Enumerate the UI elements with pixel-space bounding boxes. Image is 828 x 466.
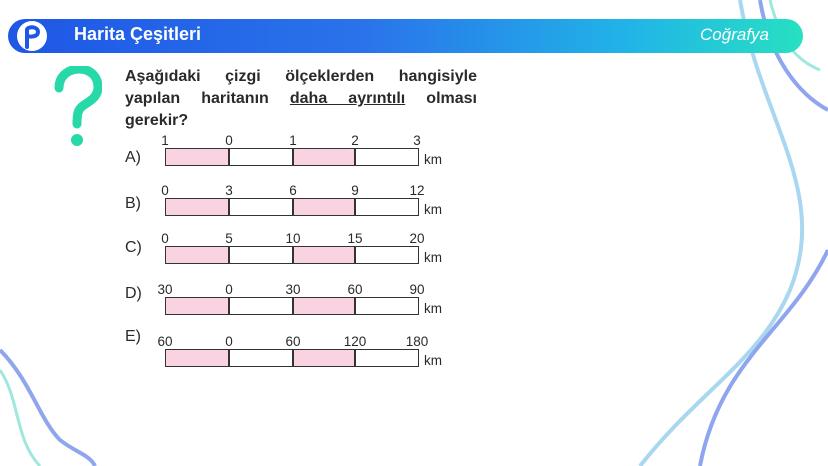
scale-tick-label: 9 [351,183,359,198]
question-line-3: gerekir? [125,112,189,129]
scale-unit: km [424,353,442,368]
scale-tick-label: 0 [225,282,233,297]
scale-segment [229,297,293,315]
option-letter[interactable]: C) [125,239,142,256]
scale-tick-label: 90 [409,282,425,297]
scale-unit: km [424,250,442,265]
scale-bar [165,148,417,166]
scale-segment [229,349,293,367]
scale-segment [355,148,419,166]
option-letter[interactable]: A) [125,149,141,166]
scale-bar [165,246,417,264]
scale-segment [229,246,293,264]
scale-tick-label: 12 [409,183,425,198]
scale-tick-label: 6 [289,183,297,198]
scale-segment [165,246,229,264]
question-mark-icon [52,66,102,148]
scale-tick-label: 60 [285,334,301,349]
option-letter[interactable]: D) [125,285,142,302]
scale-segment [293,349,355,367]
scale-segment [229,148,293,166]
scale-tick-label: 10 [285,231,301,246]
scale-tick-label: 180 [405,334,429,349]
scale-tick-label: 20 [409,231,425,246]
scale-unit: km [424,202,442,217]
question-line-1: Aşağıdaki çizgi ölçeklerden hangisiyle [125,68,477,85]
scale-tick-label: 0 [161,231,169,246]
scale-segment [355,349,419,367]
scale-tick-label: 2 [351,133,359,148]
scale-tick-label: 60 [347,282,363,297]
scale-tick-label: 0 [225,334,233,349]
question-text [125,66,477,132]
scale-unit: km [424,152,442,167]
question-line-2 [125,88,477,110]
scale-segment [293,246,355,264]
scale-segment [165,198,229,216]
scale-tick-label: 30 [157,282,173,297]
scale-segment [355,297,419,315]
scale-tick-label: 15 [347,231,363,246]
scale-tick-label: 1 [161,133,169,148]
scale-tick-label: 1 [289,133,297,148]
scale-tick-label: 0 [225,133,233,148]
scale-segment [229,198,293,216]
scale-bar [165,198,417,216]
scale-tick-label: 3 [413,133,421,148]
scale-unit: km [424,301,442,316]
scale-bar [165,349,417,367]
question-line-2-start: yapılan haritanın [125,90,290,107]
scale-segment [293,148,355,166]
scale-tick-label: 30 [285,282,301,297]
underlined-phrase: daha ayrıntılı [289,90,406,107]
scale-segment [165,349,229,367]
subject-label: Coğrafya [700,25,769,44]
option-letter[interactable]: B) [125,195,141,212]
scale-tick-label: 0 [161,183,169,198]
scale-tick-label: 5 [225,231,233,246]
page-title: Harita Çeşitleri [74,24,202,44]
question-line-2-end: olması [405,90,477,107]
p-logo-icon [17,21,47,51]
scale-segment [165,297,229,315]
header-bar [8,19,803,53]
scale-tick-label: 60 [157,334,173,349]
scale-segment [293,198,355,216]
scale-segment [165,148,229,166]
scale-segment [293,297,355,315]
option-letter[interactable]: E) [125,328,141,345]
scale-segment [355,198,419,216]
scale-tick-label: 3 [225,183,233,198]
scale-tick-label: 120 [343,334,367,349]
scale-bar [165,297,417,315]
scale-segment [355,246,419,264]
